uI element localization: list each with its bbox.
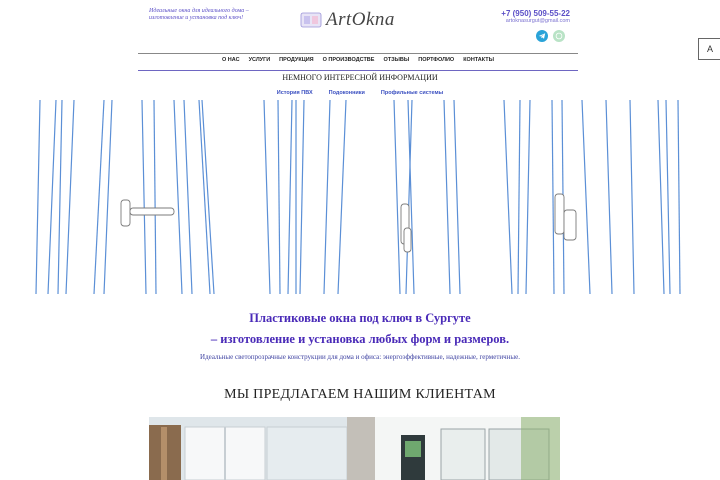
lead-text: Идеальные светопрозрачные конструкции для дома и офиса: энергоэффективные, надежные, герметичные. xyxy=(200,353,520,361)
nav-item-products[interactable]: ПРОДУКЦИЯ xyxy=(279,57,314,63)
header-email[interactable]: artoknasurgut@gmail.com xyxy=(505,18,570,24)
info-link-profile-systems[interactable]: Профильные системы xyxy=(380,90,444,96)
hero-window-illustration xyxy=(34,100,684,294)
headline-line-2: – изготовление и установка любых форм и размеров. xyxy=(210,332,510,346)
logo[interactable] xyxy=(300,6,410,34)
main-nav xyxy=(138,57,578,67)
info-link-pvc-history[interactable]: История ПВХ xyxy=(276,90,313,96)
nav-item-portfolio[interactable]: ПОРТФОЛИО xyxy=(418,57,455,63)
logo-text: ArtOkna xyxy=(326,9,395,30)
header-phone[interactable]: +7 (950) 509-55-22 xyxy=(501,9,570,18)
window-sketch xyxy=(34,100,684,294)
info-title: НЕМНОГО ИНТЕРЕСНОЙ ИНФОРМАЦИИ xyxy=(282,73,438,82)
logo-window-icon xyxy=(300,10,322,30)
nav-divider xyxy=(138,70,578,71)
nav-item-services[interactable]: УСЛУГИ xyxy=(248,57,271,63)
telegram-icon[interactable] xyxy=(536,30,548,42)
nav-item-reviews[interactable]: ОТЗЫВЫ xyxy=(383,57,410,63)
info-link-sills[interactable]: Подоконники xyxy=(328,90,365,96)
header-divider xyxy=(138,53,578,54)
nav-item-contacts[interactable]: КОНТАКТЫ xyxy=(463,57,495,63)
side-widget-button[interactable]: A xyxy=(698,38,720,60)
header-tagline: Идеальные окна для идеального дома – изготовление и установка под ключ! xyxy=(149,8,249,21)
nav-item-about[interactable]: О НАС xyxy=(221,57,240,63)
page-headline xyxy=(0,308,720,350)
window-photo xyxy=(149,417,560,480)
headline-line-1: Пластиковые окна под ключ в Сургуте xyxy=(249,311,471,325)
offer-photo xyxy=(149,417,560,480)
whatsapp-icon[interactable] xyxy=(553,30,565,42)
offer-title: МЫ ПРЕДЛАГАЕМ НАШИМ КЛИЕНТАМ xyxy=(224,387,496,402)
info-links xyxy=(0,90,720,96)
nav-item-production[interactable]: О ПРОИЗВОДСТВЕ xyxy=(322,57,375,63)
